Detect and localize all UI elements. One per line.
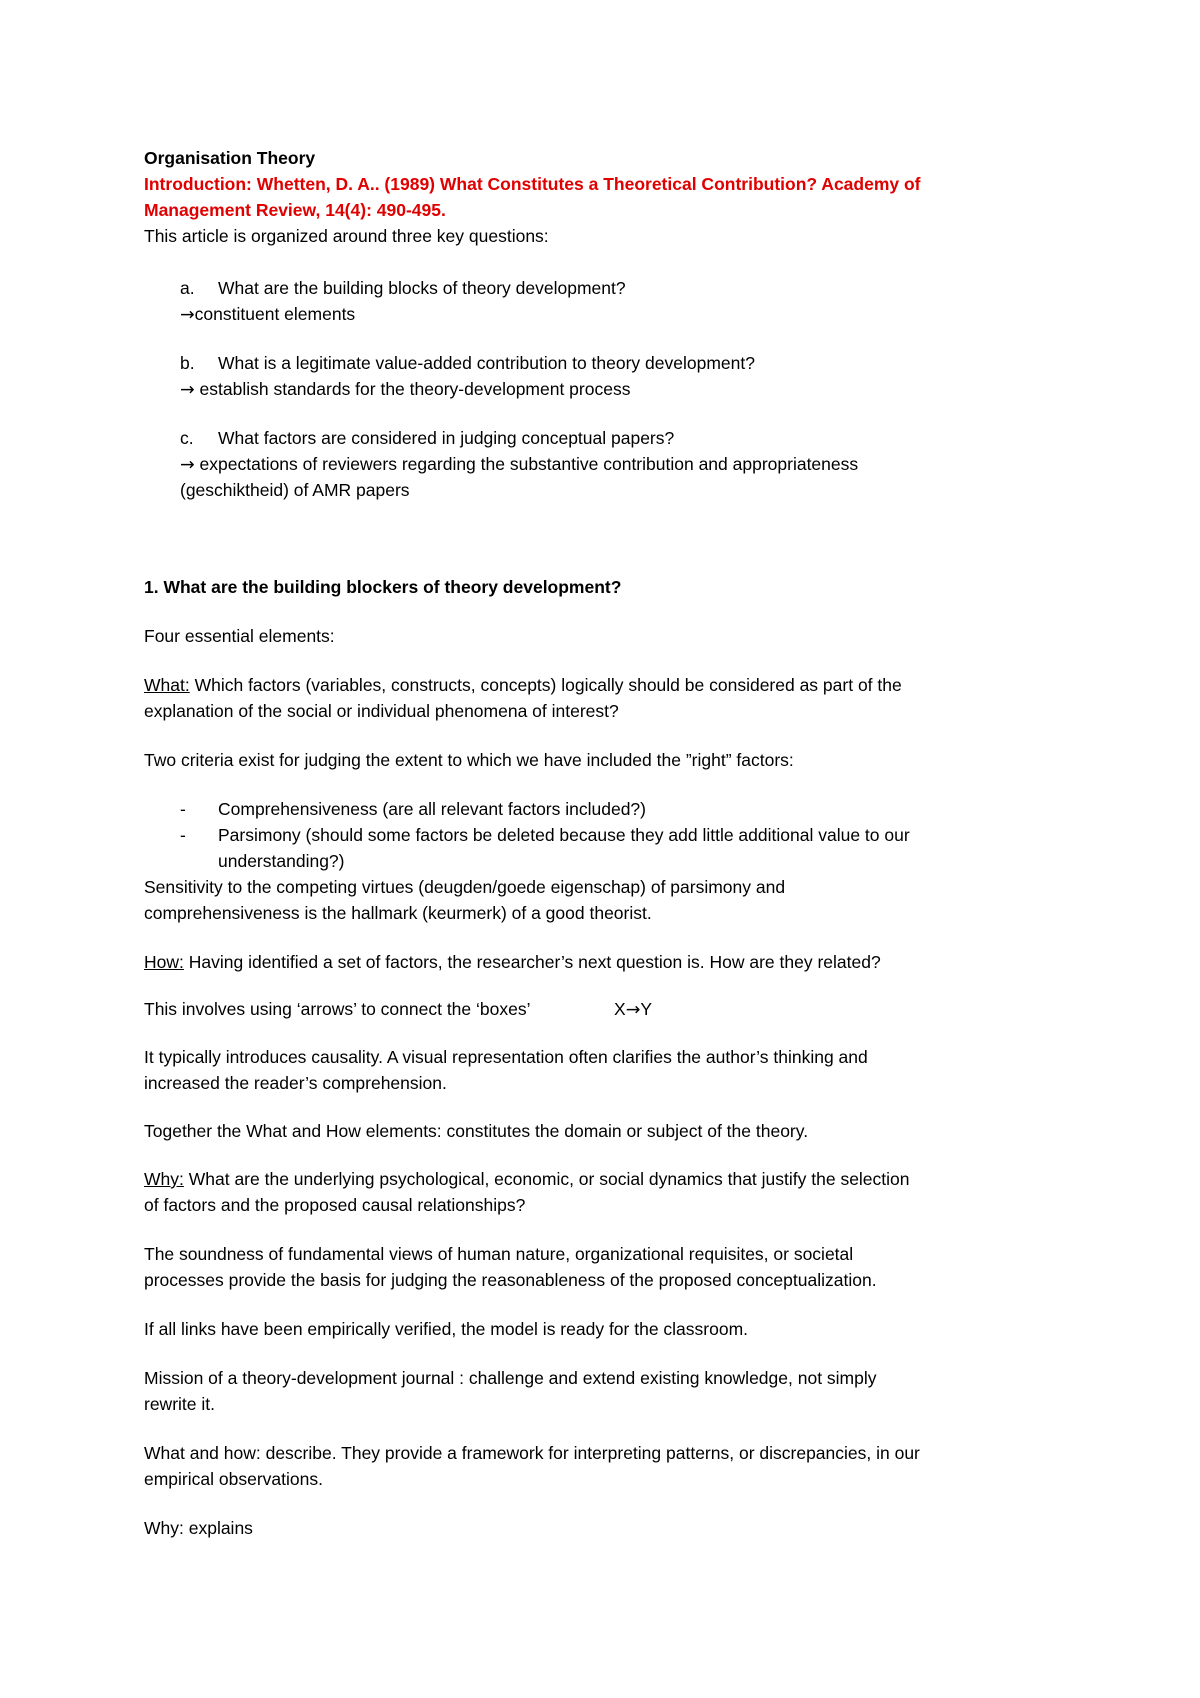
bullet-marker: - (180, 799, 186, 819)
question-marker: b. (180, 353, 195, 373)
why-label: Why: (144, 1169, 184, 1189)
arrow-right-icon: → (625, 1000, 641, 1020)
y-label: Y (640, 999, 653, 1019)
describe-line-2: empirical observations. (144, 1469, 323, 1489)
arrows-paragraph (144, 997, 1084, 1021)
answer-text: expectations of reviewers regarding the substantive contribution and appropriateness (194, 454, 859, 474)
soundness-line-2: processes provide the basis for judging the reasonableness of the proposed conceptualization. (144, 1270, 877, 1290)
question-text: What is a legitimate value-added contribution to theory development? (218, 353, 755, 373)
how-text: Having identified a set of factors, the researcher’s next question is. How are they related? (183, 952, 881, 972)
how-paragraph (144, 950, 881, 974)
question-text: What are the building blocks of theory development? (218, 278, 626, 298)
what-text: Which factors (variables, constructs, concepts) logically should be considered as part of the (189, 675, 902, 695)
arrow-right-icon: → (180, 305, 195, 325)
answer-text: establish standards for the theory-development process (194, 379, 631, 399)
question-marker: c. (180, 428, 194, 448)
what-label: What: (144, 675, 190, 695)
answer-c (180, 452, 858, 477)
answer-text: constituent elements (194, 304, 356, 324)
arrow-right-icon: → (180, 455, 195, 475)
question-marker: a. (180, 278, 195, 298)
criteria-text: Two criteria exist for judging the extent to which we have included the ”right” factors: (144, 750, 794, 770)
citation-line-1: Introduction: Whetten, D. A.. (1989) What Constitutes a Theoretical Contribution? Academy of (144, 174, 921, 194)
why-paragraph-line-1 (144, 1167, 910, 1191)
mission-line-2: rewrite it. (144, 1394, 215, 1414)
sensitivity-line-1: Sensitivity to the competing virtues (deugden/goede eigenschap) of parsimony and (144, 877, 786, 897)
question-text: What factors are considered in judging conceptual papers? (218, 428, 675, 448)
citation-line-2: Management Review, 14(4): 490-495. (144, 200, 446, 220)
bullet-text: Comprehensiveness (are all relevant factors included?) (218, 799, 646, 819)
causality-line-2: increased the reader’s comprehension. (144, 1073, 447, 1093)
four-elements-text: Four essential elements: (144, 626, 335, 646)
links-text: If all links have been empirically verified, the model is ready for the classroom. (144, 1319, 749, 1339)
answer-c-continued: (geschiktheid) of AMR papers (180, 480, 410, 500)
answer-a (180, 302, 355, 327)
mission-line-1: Mission of a theory-development journal : challenge and extend existing knowledge, not simply (144, 1368, 877, 1388)
section-heading: 1. What are the building blockers of theory development? (144, 577, 622, 597)
x-label: X (614, 999, 626, 1019)
describe-line-1: What and how: describe. They provide a framework for interpreting patterns, or discrepancies, in our (144, 1443, 920, 1463)
bullet-text-continued: understanding?) (218, 851, 345, 871)
causality-line-1: It typically introduces causality. A visual representation often clarifies the author’s thinking and (144, 1047, 868, 1067)
bullet-text: Parsimony (should some factors be deleted because they add little additional value to our (218, 825, 910, 845)
intro-text: This article is organized around three key questions: (144, 226, 549, 246)
what-paragraph-line-1 (144, 673, 902, 697)
why-text: What are the underlying psychological, economic, or social dynamics that justify the selection (183, 1169, 910, 1189)
arrows-text: This involves using ‘arrows’ to connect the ‘boxes’ (144, 999, 531, 1019)
what-paragraph-line-2: explanation of the social or individual phenomena of interest? (144, 701, 619, 721)
why-paragraph-line-2: of factors and the proposed causal relationships? (144, 1195, 526, 1215)
sensitivity-line-2: comprehensiveness is the hallmark (keurmerk) of a good theorist. (144, 903, 652, 923)
arrow-right-icon: → (180, 380, 195, 400)
bullet-marker: - (180, 825, 186, 845)
together-text: Together the What and How elements: constitutes the domain or subject of the theory. (144, 1121, 809, 1141)
x-to-y (614, 997, 652, 1022)
soundness-line-1: The soundness of fundamental views of human nature, organizational requisites, or societal (144, 1244, 854, 1264)
how-label: How: (144, 952, 184, 972)
document-title: Organisation Theory (144, 148, 316, 168)
explains-text: Why: explains (144, 1518, 253, 1538)
answer-b (180, 377, 630, 402)
